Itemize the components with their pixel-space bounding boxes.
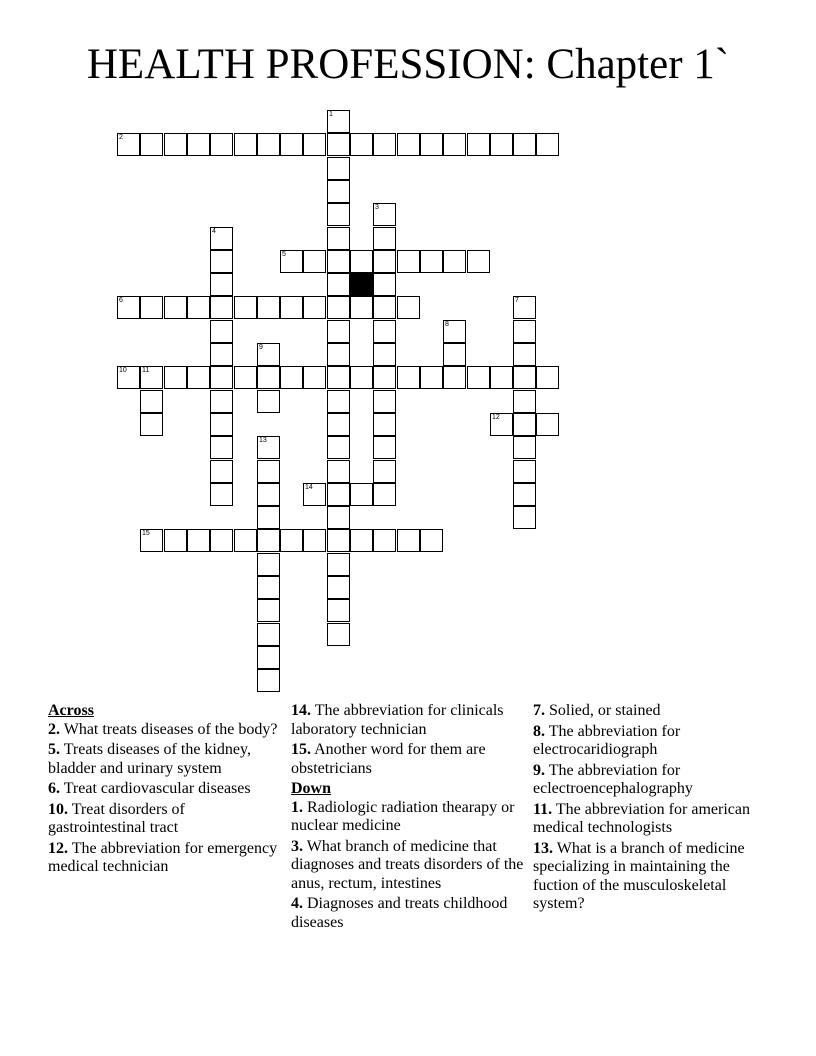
- crossword-cell[interactable]: [140, 133, 163, 156]
- crossword-cell[interactable]: [327, 436, 350, 459]
- crossword-cell[interactable]: [187, 133, 210, 156]
- clue-text: The abbreviation for eclectroencephalography: [533, 761, 693, 797]
- clue-text: What branch of medicine that diagnoses and treats disorders of the anus, rectum, intestines: [291, 837, 524, 892]
- cell-clue-number: 11: [142, 367, 150, 374]
- crossword-cell[interactable]: [327, 320, 350, 343]
- crossword-cell[interactable]: [373, 203, 396, 226]
- crossword-cell[interactable]: [257, 483, 280, 506]
- crossword-cell[interactable]: [257, 436, 280, 459]
- clue-text: Diagnoses and treats childhood diseases: [291, 895, 508, 931]
- crossword-cell[interactable]: [327, 529, 350, 552]
- crossword-cell[interactable]: [536, 413, 559, 436]
- crossword-cell[interactable]: [210, 320, 233, 343]
- clue-item: [533, 702, 769, 721]
- crossword-cell[interactable]: [443, 366, 466, 389]
- crossword-cell[interactable]: [303, 250, 326, 273]
- crossword-cell[interactable]: [327, 296, 350, 319]
- cell-clue-number: 6: [119, 297, 123, 304]
- crossword-cell[interactable]: [234, 529, 257, 552]
- clue-number: 1.: [291, 798, 303, 816]
- cell-clue-number: 3: [375, 204, 379, 211]
- crossword-cell[interactable]: [420, 529, 443, 552]
- clue-number: 9.: [533, 761, 545, 779]
- crossword-cell[interactable]: [350, 296, 373, 319]
- crossword-cell[interactable]: [397, 296, 420, 319]
- crossword-cell[interactable]: [327, 483, 350, 506]
- crossword-cell[interactable]: [187, 366, 210, 389]
- crossword-cell[interactable]: [210, 483, 233, 506]
- crossword-cell[interactable]: [350, 529, 373, 552]
- crossword-cell[interactable]: [140, 529, 163, 552]
- clue-item: [533, 762, 769, 799]
- crossword-cell[interactable]: [210, 273, 233, 296]
- crossword-cell[interactable]: [327, 180, 350, 203]
- clue-text: Radiologic radiation thearapy or nuclear medicine: [291, 798, 515, 834]
- crossword-cell[interactable]: [164, 133, 187, 156]
- clue-item: [533, 840, 769, 914]
- clue-text: What is a branch of medicine specializing in maintaining the fuction of the musculoskeletal system?: [533, 839, 745, 912]
- crossword-cell[interactable]: [513, 343, 536, 366]
- crossword-cell[interactable]: [373, 273, 396, 296]
- crossword-cell[interactable]: [210, 227, 233, 250]
- clue-text: Treats diseases of the kidney, bladder and urinary system: [48, 741, 251, 777]
- clue-text: What treats diseases of the body?: [60, 720, 278, 738]
- clue-item: [48, 780, 284, 799]
- down-heading: Down: [291, 780, 332, 797]
- crossword-cell[interactable]: [257, 506, 280, 529]
- cell-clue-number: 1: [329, 111, 333, 118]
- crossword-cell[interactable]: [490, 413, 513, 436]
- crossword-cell[interactable]: [490, 133, 513, 156]
- crossword-cell[interactable]: [327, 390, 350, 413]
- crossword-cell[interactable]: [210, 413, 233, 436]
- crossword-cell[interactable]: [327, 553, 350, 576]
- crossword-cell[interactable]: [257, 133, 280, 156]
- crossword-cell[interactable]: [280, 529, 303, 552]
- crossword-cell[interactable]: [397, 366, 420, 389]
- crossword-cell[interactable]: [373, 413, 396, 436]
- across-heading: Across: [48, 702, 94, 719]
- crossword-cell[interactable]: [513, 436, 536, 459]
- crossword-cell[interactable]: [234, 366, 257, 389]
- clue-number: 13.: [533, 839, 553, 857]
- crossword-cell[interactable]: [327, 203, 350, 226]
- down-clue-list-2: [533, 702, 769, 914]
- crossword-cell[interactable]: [164, 529, 187, 552]
- crossword-cell[interactable]: [350, 366, 373, 389]
- clue-number: 5.: [48, 741, 60, 758]
- crossword-cell[interactable]: [420, 366, 443, 389]
- crossword-cell[interactable]: [373, 250, 396, 273]
- cell-clue-number: 2: [119, 134, 123, 141]
- crossword-cell[interactable]: [303, 529, 326, 552]
- crossword-cell[interactable]: [327, 623, 350, 646]
- cell-clue-number: 8: [445, 321, 449, 328]
- clue-number: 8.: [533, 722, 545, 740]
- cell-clue-number: 4: [212, 228, 216, 235]
- clue-column-1: [48, 702, 284, 879]
- clue-number: 3.: [291, 837, 303, 855]
- crossword-cell[interactable]: [257, 390, 280, 413]
- clue-number: 10.: [48, 800, 68, 818]
- clue-item: [291, 702, 527, 739]
- crossword-cell[interactable]: [257, 623, 280, 646]
- crossword-cell[interactable]: [327, 343, 350, 366]
- crossword-cell[interactable]: [257, 529, 280, 552]
- clue-item: [533, 723, 769, 760]
- crossword-cell[interactable]: [234, 133, 257, 156]
- clue-column-2: [291, 702, 527, 934]
- crossword-cell[interactable]: [513, 483, 536, 506]
- clue-text: The abbreviation for emergency medical technician: [48, 839, 278, 875]
- crossword-cell[interactable]: [257, 296, 280, 319]
- crossword-cell[interactable]: [467, 366, 490, 389]
- crossword-cell[interactable]: [373, 133, 396, 156]
- crossword-cell[interactable]: [350, 133, 373, 156]
- crossword-cell[interactable]: [140, 296, 163, 319]
- crossword-cell[interactable]: [280, 250, 303, 273]
- clue-number: 7.: [533, 702, 545, 719]
- crossword-cell[interactable]: [210, 390, 233, 413]
- crossword-cell[interactable]: [117, 366, 140, 389]
- crossword-cell[interactable]: [210, 436, 233, 459]
- cell-clue-number: 15: [142, 530, 150, 537]
- crossword-cell[interactable]: [327, 506, 350, 529]
- crossword-cell[interactable]: [327, 250, 350, 273]
- crossword-cell[interactable]: [327, 366, 350, 389]
- crossword-cell[interactable]: [280, 366, 303, 389]
- crossword-cell[interactable]: [443, 343, 466, 366]
- crossword-cell[interactable]: [513, 133, 536, 156]
- crossword-cell[interactable]: [373, 343, 396, 366]
- crossword-cell[interactable]: [327, 157, 350, 180]
- clue-item: [48, 840, 284, 877]
- crossword-cell[interactable]: [164, 296, 187, 319]
- crossword-cell[interactable]: [350, 483, 373, 506]
- crossword-cell[interactable]: [513, 460, 536, 483]
- crossword-cell[interactable]: [187, 529, 210, 552]
- crossword-cell[interactable]: [513, 366, 536, 389]
- crossword-cell[interactable]: [420, 250, 443, 273]
- crossword-cell[interactable]: [467, 250, 490, 273]
- crossword-cell[interactable]: [443, 320, 466, 343]
- clue-text: The abbreviation for american medical technologists: [533, 800, 750, 836]
- crossword-cell[interactable]: [257, 669, 280, 692]
- crossword-cell[interactable]: [373, 529, 396, 552]
- crossword-cell[interactable]: [327, 273, 350, 296]
- crossword-cell[interactable]: [117, 296, 140, 319]
- clue-number: 14.: [291, 702, 311, 719]
- crossword-cell[interactable]: [373, 320, 396, 343]
- crossword-cell[interactable]: [210, 133, 233, 156]
- clue-text: Treat cardiovascular diseases: [60, 780, 251, 797]
- crossword-cell[interactable]: [327, 576, 350, 599]
- crossword-cell[interactable]: [467, 133, 490, 156]
- crossword-cell[interactable]: [327, 599, 350, 622]
- clue-number: 15.: [291, 741, 311, 758]
- crossword-cell[interactable]: [280, 296, 303, 319]
- cell-clue-number: 13: [259, 437, 267, 444]
- crossword-cell[interactable]: [397, 529, 420, 552]
- clue-number: 12.: [48, 839, 68, 857]
- crossword-cell[interactable]: [210, 529, 233, 552]
- crossword-cell[interactable]: [397, 250, 420, 273]
- crossword-cell[interactable]: [373, 296, 396, 319]
- crossword-black-cell: [350, 273, 373, 296]
- down-clue-list-1: [291, 799, 527, 933]
- crossword-cell[interactable]: [373, 390, 396, 413]
- crossword-cell[interactable]: [257, 576, 280, 599]
- clue-item: [291, 799, 527, 836]
- crossword-cell[interactable]: [257, 366, 280, 389]
- crossword-cell[interactable]: [373, 460, 396, 483]
- crossword-cell[interactable]: [140, 366, 163, 389]
- cell-clue-number: 7: [515, 297, 519, 304]
- crossword-cell[interactable]: [257, 553, 280, 576]
- crossword-cell[interactable]: [513, 390, 536, 413]
- page-title: HEALTH PROFESSION: Chapter 1`: [86, 41, 730, 88]
- crossword-cell[interactable]: [303, 483, 326, 506]
- crossword-cell[interactable]: [117, 133, 140, 156]
- crossword-cell[interactable]: [234, 296, 257, 319]
- crossword-cell[interactable]: [327, 413, 350, 436]
- crossword-cell[interactable]: [210, 366, 233, 389]
- crossword-cell[interactable]: [257, 460, 280, 483]
- crossword-cell[interactable]: [303, 366, 326, 389]
- cell-clue-number: 10: [119, 367, 127, 374]
- crossword-cell[interactable]: [443, 133, 466, 156]
- crossword-cell[interactable]: [373, 436, 396, 459]
- crossword-cell[interactable]: [373, 366, 396, 389]
- crossword-cell[interactable]: [490, 366, 513, 389]
- crossword-cell[interactable]: [327, 227, 350, 250]
- crossword-cell[interactable]: [373, 483, 396, 506]
- crossword-cell[interactable]: [303, 133, 326, 156]
- crossword-cell[interactable]: [536, 133, 559, 156]
- crossword-cell[interactable]: [257, 646, 280, 669]
- crossword-cell[interactable]: [373, 227, 396, 250]
- crossword-cell[interactable]: [350, 250, 373, 273]
- across-clue-list-2: [291, 702, 527, 778]
- clue-item: [291, 895, 527, 932]
- crossword-cell[interactable]: [327, 460, 350, 483]
- crossword-cell[interactable]: [210, 250, 233, 273]
- crossword-cell[interactable]: [303, 296, 326, 319]
- crossword-cell[interactable]: [397, 133, 420, 156]
- crossword-cell[interactable]: [280, 133, 303, 156]
- cell-clue-number: 12: [492, 414, 500, 421]
- cell-clue-number: 9: [259, 344, 263, 351]
- clue-number: 6.: [48, 780, 60, 797]
- clue-item: [48, 721, 284, 740]
- crossword-cell[interactable]: [513, 296, 536, 319]
- clue-item: [533, 801, 769, 838]
- clue-text: The abbreviation for clinicals laboratory technician: [291, 702, 504, 738]
- crossword-cell[interactable]: [513, 320, 536, 343]
- clue-item: [291, 838, 527, 894]
- clue-number: 2.: [48, 720, 60, 738]
- clue-text: Treat disorders of gastrointestinal tract: [48, 800, 185, 836]
- crossword-cell[interactable]: [187, 296, 210, 319]
- clue-item: [48, 801, 284, 838]
- cell-clue-number: 14: [305, 484, 313, 491]
- crossword-cell[interactable]: [210, 343, 233, 366]
- crossword-cell[interactable]: [210, 296, 233, 319]
- crossword-cell[interactable]: [420, 133, 443, 156]
- clue-item: [48, 741, 284, 778]
- clue-text: The abbreviation for electrocaridiograph: [533, 722, 681, 758]
- cell-clue-number: 5: [282, 251, 286, 258]
- crossword-cell[interactable]: [513, 506, 536, 529]
- crossword-cell[interactable]: [140, 390, 163, 413]
- clue-number: 4.: [291, 895, 303, 912]
- crossword-cell[interactable]: [257, 343, 280, 366]
- clue-text: Another word for them are obstetricians: [291, 741, 486, 777]
- crossword-cell[interactable]: [164, 366, 187, 389]
- clue-item: [291, 741, 527, 778]
- crossword-cell[interactable]: [257, 599, 280, 622]
- crossword-cell[interactable]: [513, 413, 536, 436]
- crossword-cell[interactable]: [327, 133, 350, 156]
- clue-column-3: [533, 702, 769, 916]
- clue-text: Solied, or stained: [545, 702, 661, 719]
- crossword-cell[interactable]: [327, 110, 350, 133]
- crossword-cell[interactable]: [443, 250, 466, 273]
- clue-number: 11.: [533, 800, 553, 818]
- across-clue-list-1: [48, 721, 284, 877]
- crossword-cell[interactable]: [536, 366, 559, 389]
- crossword-cell[interactable]: [140, 413, 163, 436]
- crossword-cell[interactable]: [210, 460, 233, 483]
